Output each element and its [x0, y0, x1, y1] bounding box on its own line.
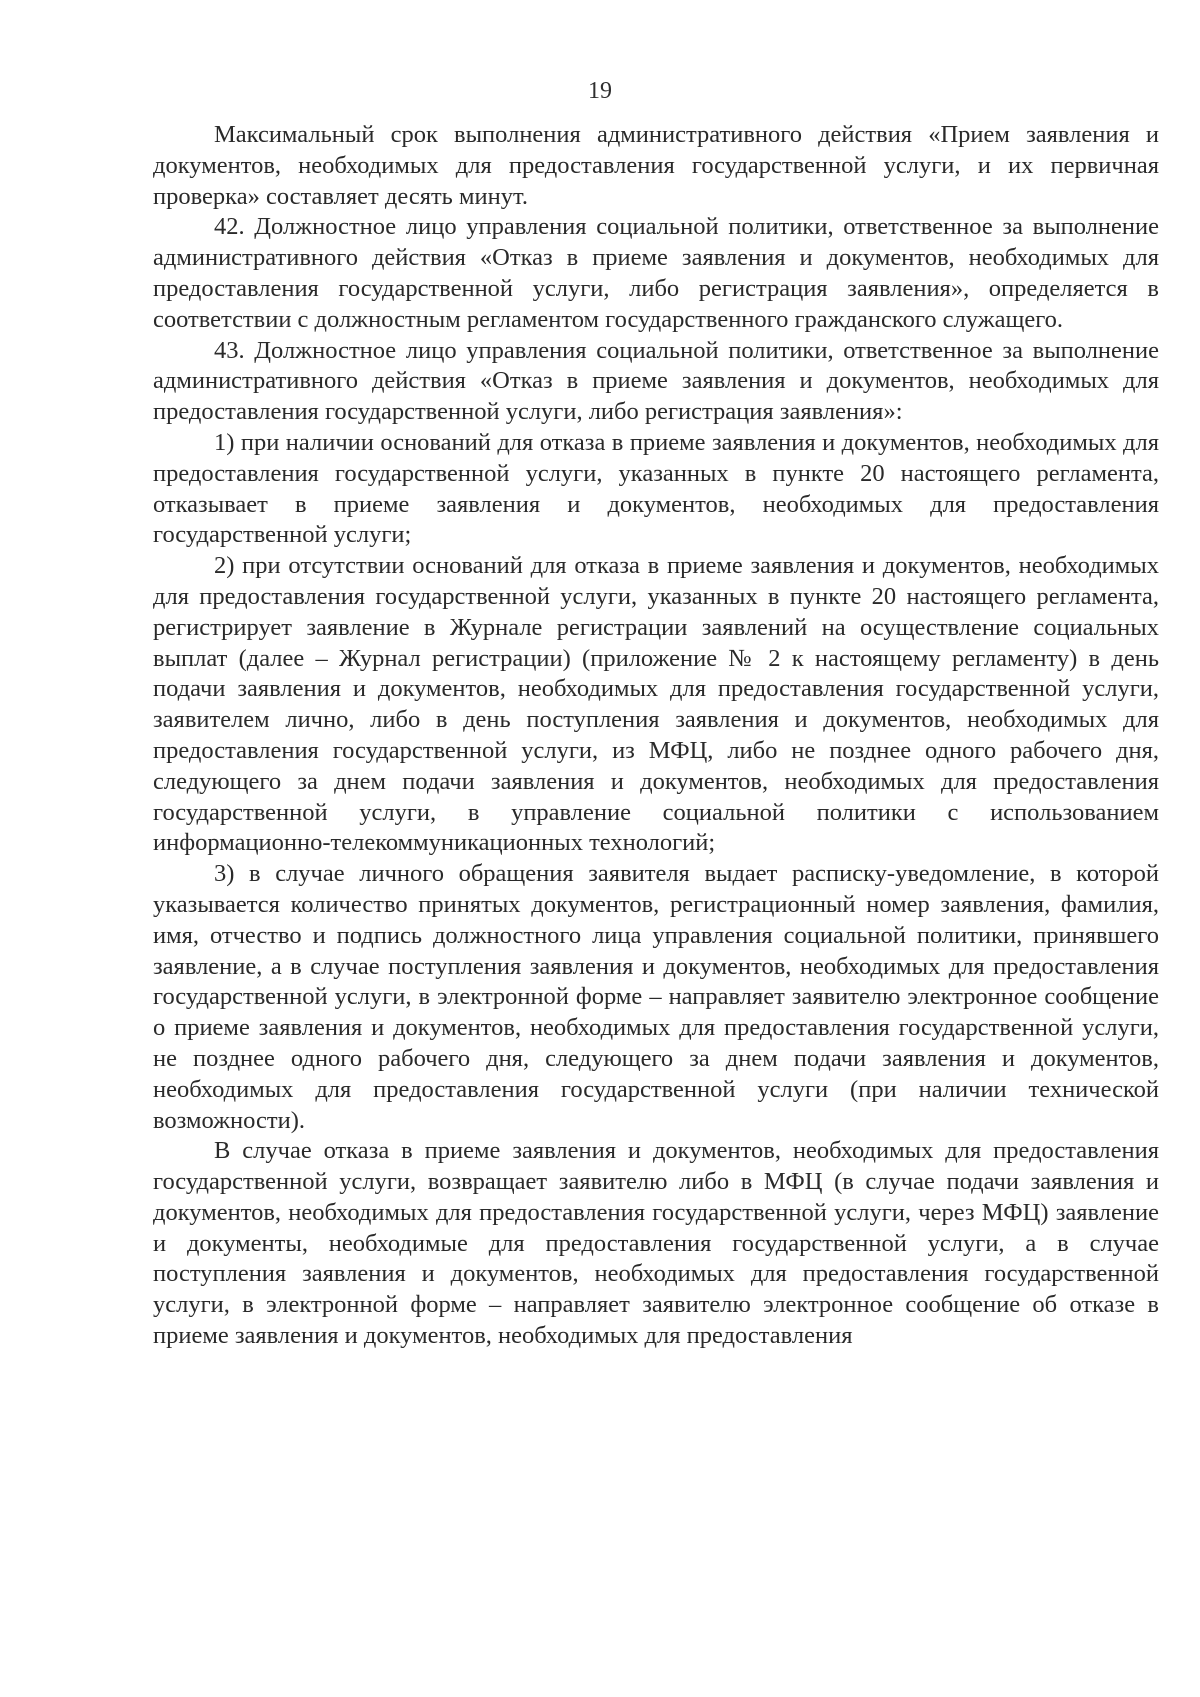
page-number: 19 — [588, 78, 612, 104]
list-item-2: 2) при отсутствии оснований для отказа в приеме заявления и документов, необходимых для предоставления государственной услуги, указанных в пункте 20 настоящего регламента, регистрирует заявление в Журнале регистрации заявлений на осуществление социальных выплат (далее – Журнал регистрации) (приложение № 2 к настоящему регламенту) в день подачи заявления и документов, необходимых для предоставления государственной услуги, заявителем лично, либо в день поступления заявления и документов, необходимых для предоставления государственной услуги, из МФЦ, либо не позднее одного рабочего дня, следующего за днем подачи заявления и документов, необходимых для предоставления государственной услуги, в управление социальной политики с использованием информационно-телекоммуникационных технологий; — [153, 552, 1159, 857]
list-item-1: 1) при наличии оснований для отказа в приеме заявления и документов, необходимых для предоставления государственной услуги, указанных в пункте 20 настоящего регламента, отказывает в приеме заявления и документов, необходимых для предоставления государственной услуги; — [153, 428, 1159, 549]
paragraph-refusal-case: В случае отказа в приеме заявления и документов, необходимых для предоставления государственной услуги, возвращает заявителю либо в МФЦ (в случае подачи заявления и документов, необходимых для предоставления государственной услуги, через МФЦ) заявление и документы, необходимые для предоставления государственной услуги, а в случае поступления заявления и документов, необходимых для предоставления государственной услуги, в электронной форме – направляет заявителю электронное сообщение об отказе в приеме заявления и документов, необходимых для предоставления — [153, 1137, 1159, 1350]
paragraph-42: 42. Должностное лицо управления социальной политики, ответственное за выполнение административного действия «Отказ в приеме заявления и документов, необходимых для предоставления государственной услуги, либо регистрация заявления», определяется в соответствии с должностным регламентом государственного гражданского служащего. — [153, 213, 1159, 333]
list-item-3: 3) в случае личного обращения заявителя выдает расписку-уведомление, в которой указывается количество принятых документов, регистрационный номер заявления, фамилия, имя, отчество и подпись должностного лица управления социальной политики, принявшего заявление, а в случае поступления заявления и документов, необходимых для предоставления государственной услуги, в электронной форме – направляет заявителю электронное сообщение о приеме заявления и документов, необходимых для предоставления государственной услуги, не позднее одного рабочего дня, следующего за днем подачи заявления и документов, необходимых для предоставления государственной услуги (при наличии технической возможности). — [153, 860, 1159, 1134]
document-body — [153, 120, 1159, 1352]
paragraph-max-term: Максимальный срок выполнения административного действия «Прием заявления и документов, необходимых для предоставления государственной услуги, и их первичная проверка» составляет десять минут. — [153, 121, 1159, 210]
paragraph-43: 43. Должностное лицо управления социальной политики, ответственное за выполнение административного действия «Отказ в приеме заявления и документов, необходимых для предоставления государственной услуги, либо регистрация заявления»: — [153, 336, 1159, 426]
